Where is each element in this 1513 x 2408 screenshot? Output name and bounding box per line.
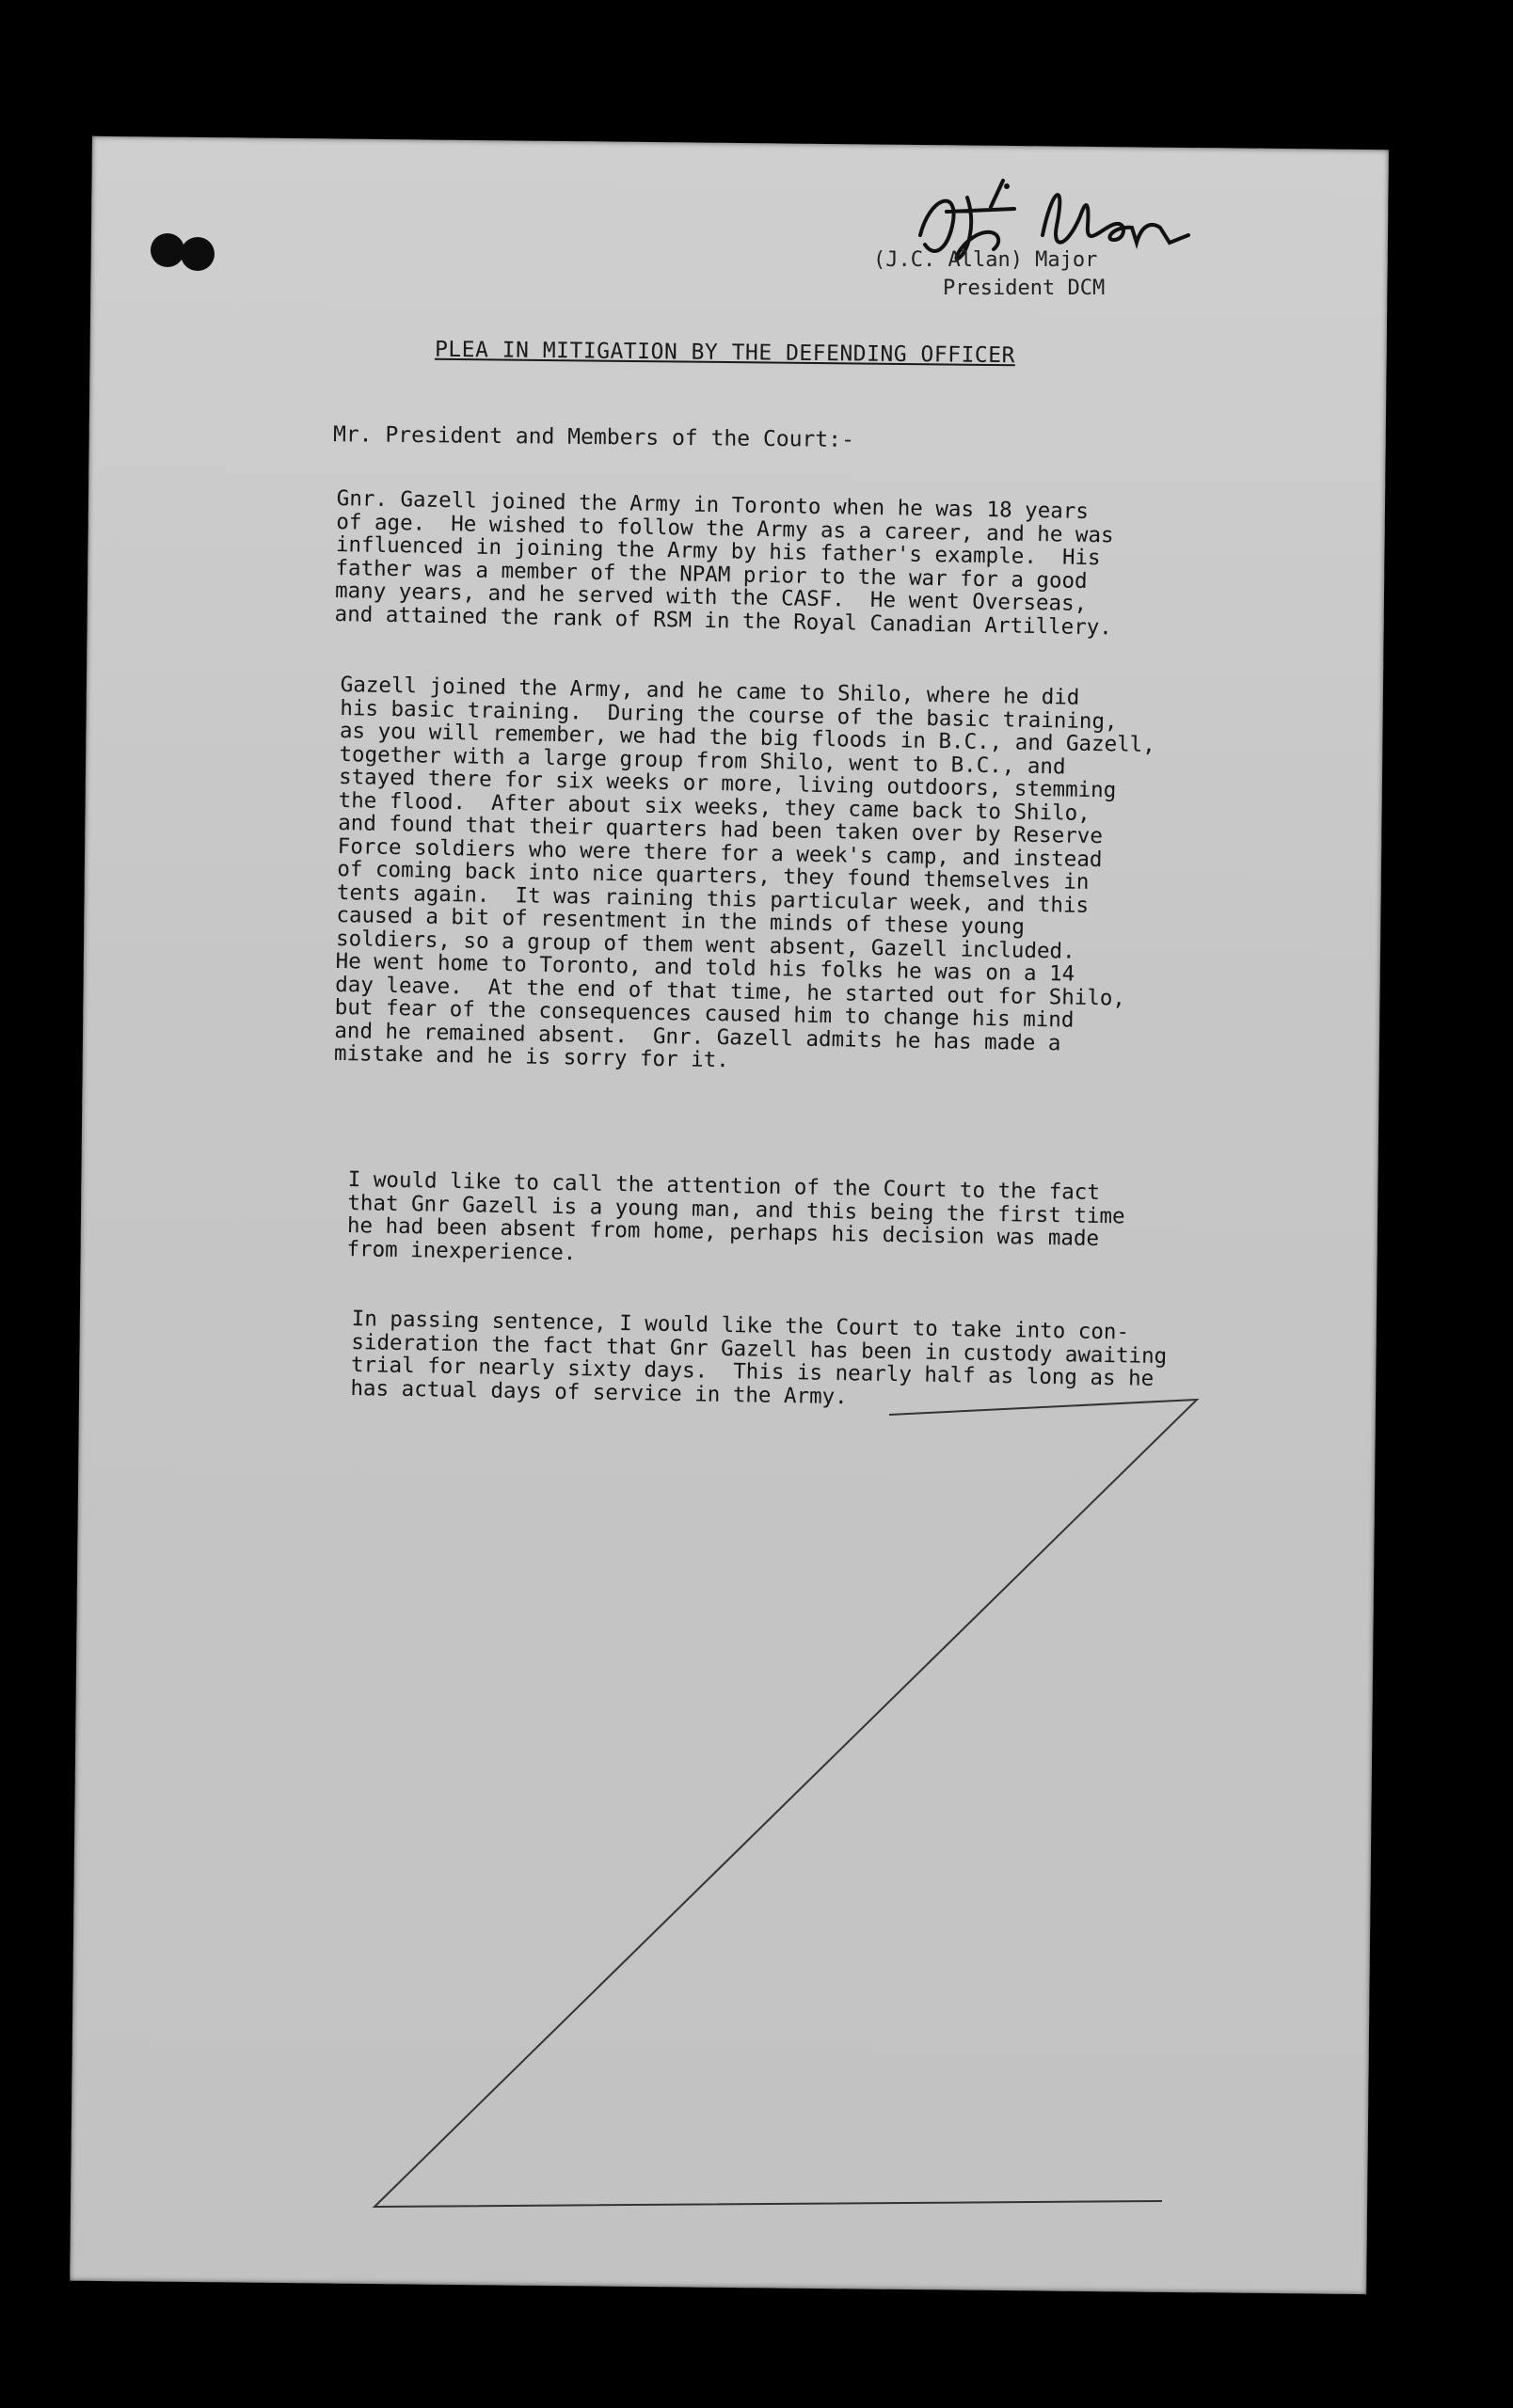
signature-name-line: (J.C. Allan) Major (873, 248, 1098, 272)
paragraph: Gnr. Gazell joined the Army in Toronto when he was 18 years of age. He wished to follow the Army as a career, and he was influenced in joining the Army by his father's example. His father was a member of the NPAM prior to the war for a good many years, and he served with the CASF. He went Overseas, and attained the rank of RSM in the Royal Canadian Artillery. (334, 486, 1114, 640)
salutation: Mr. President and Members of the Court:- (332, 422, 855, 452)
signature-block (873, 246, 1212, 303)
punch-hole (151, 233, 184, 267)
paragraph: Gazell joined the Army, and he came to Shilo, where he did his basic training. During the course of the basic training, as you will remember, we had the big floods in B.C., and Gazell, together with a large group from Shilo, went to B.C., and stayed there for six weeks or more, living outdoors, stemming the flood. After about six weeks, they came back to Shilo, and found that their quarters had been taken over by Reserve Force soldiers who were there for a week's camp, and instead of coming back into nice quarters, they found themselves in tents again. It was raining this particular week, and this caused a bit of resentment in the minds of these young soldiers, so a group of them went absent, Gazell included. He went home to Toronto, and told his folks he was on a 14 day leave. At the end of that time, he started out for Shilo, but fear of the consequences caused him to change his mind and he remained absent. Gnr. Gazell admits he has made a mistake and he is sorry for it. (333, 673, 1155, 1073)
paragraph: I would like to call the attention of the Court to the fact that Gnr Gazell is a young man, and this being the first time he had been absent from home, perhaps his decision was made from inexperience. (346, 1167, 1125, 1265)
paragraph: In passing sentence, I would like the Court to take into con- sideration the fact that Gnr Gazell has been in custody awaiting trial for nearly sixty days. This is nearly half as long as he has actual days of service in the Army. (350, 1307, 1168, 1409)
document-heading: PLEA IN MITIGATION BY THE DEFENDING OFFICER (434, 337, 1016, 369)
punch-hole (181, 237, 215, 271)
signature-title-line: President DCM (943, 277, 1106, 300)
